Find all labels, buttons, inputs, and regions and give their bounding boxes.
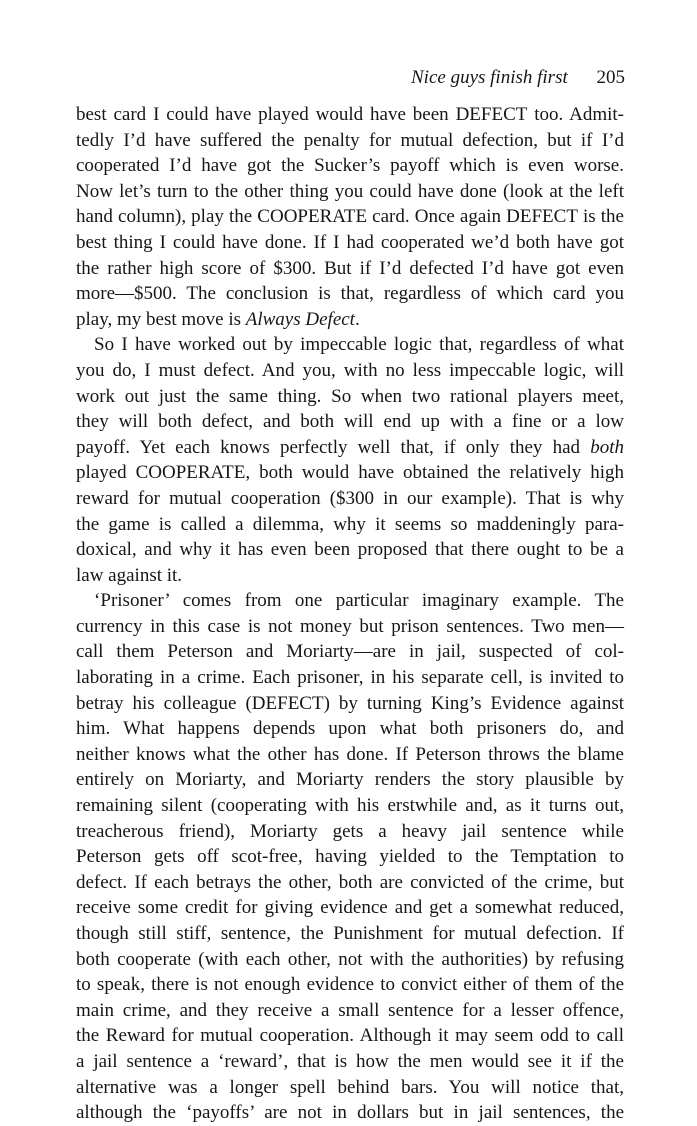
text-line <box>76 716 624 742</box>
text-run: entirely on Moriarty, and Moriarty renders the story plausible by <box>76 769 624 791</box>
text-run: ‘Prisoner’ comes from one particular imaginary example. The <box>94 590 624 612</box>
text-line <box>76 409 624 435</box>
text-line <box>76 998 624 1024</box>
text-line <box>76 384 624 410</box>
text-line <box>76 256 624 282</box>
text-run: treacherous friend), Moriarty gets a heavy jail sentence while <box>76 820 624 842</box>
text-run: neither knows what the other has done. If Peterson throws the blame <box>76 743 624 765</box>
text-run: reward for mutual cooperation ($300 in our example). That is why <box>76 487 624 509</box>
small-caps-term: DEFECT <box>506 206 578 228</box>
text-line <box>76 435 624 461</box>
text-run: work out just the same thing. So when two rational players meet, <box>76 385 624 407</box>
text-line <box>76 460 624 486</box>
text-line <box>76 921 624 947</box>
text-line <box>76 358 624 384</box>
text-run: played <box>76 462 136 484</box>
text-line <box>76 1075 624 1101</box>
body-text <box>76 102 624 1126</box>
text-run: to speak, there is not enough evidence to convict either of them of the <box>76 974 624 996</box>
text-line <box>76 486 624 512</box>
text-run: they will both defect, and both will end up with a fine or a low <box>76 411 624 433</box>
text-run: tedly I’d have suffered the penalty for mutual defection, but if I’d <box>76 129 624 151</box>
text-run: the rather high score of $300. But if I’d defected I’d have got even <box>76 257 624 279</box>
text-run: receive some credit for giving evidence and get a somewhat reduced, <box>76 897 624 919</box>
text-line <box>76 588 624 614</box>
text-run: doxical, and why it has even been proposed that there ought to be a <box>76 539 624 561</box>
text-line <box>76 819 624 845</box>
text-line <box>76 563 624 589</box>
text-line <box>76 844 624 870</box>
text-run: although the ‘payoffs’ are not in dollars but in jail sentences, the <box>76 1102 624 1124</box>
text-line <box>76 1023 624 1049</box>
text-line <box>76 153 624 179</box>
text-run: though still stiff, sentence, the Punishment for mutual defection. If <box>76 923 624 944</box>
text-run: a jail sentence a ‘reward’, that is how the men would see it if the <box>76 1050 624 1072</box>
text-line <box>76 972 624 998</box>
text-line <box>76 947 624 973</box>
running-head <box>411 66 625 90</box>
text-run: laborating in a crime. Each prisoner, in his separate cell, is invited to <box>76 667 624 689</box>
text-line <box>76 895 624 921</box>
text-run: is the <box>577 206 624 228</box>
italic-text: Always Defect <box>245 308 355 330</box>
paragraph <box>76 102 624 332</box>
small-caps-term: DEFECT <box>251 692 324 714</box>
text-run: Now let’s turn to the other thing you could have done (look at the left <box>76 180 624 202</box>
text-line <box>76 179 624 205</box>
text-line <box>76 537 624 563</box>
page-number: 205 <box>596 67 625 88</box>
text-run: best thing I could have done. If I had cooperated we’d both have got <box>76 231 624 253</box>
small-caps-term: COOPERATE <box>257 206 368 228</box>
text-run: , both would have obtained the relatively high <box>245 462 624 484</box>
text-run: too. Admit- <box>527 104 624 125</box>
text-run: payoff. Yet each knows perfectly well that, if only they had <box>76 436 591 458</box>
text-line <box>76 102 624 128</box>
text-line <box>76 1049 624 1075</box>
text-run: cooperated I’d have got the Sucker’s payoff which is even worse. <box>76 155 624 177</box>
text-run: play, my best move is <box>76 308 246 330</box>
text-line <box>76 793 624 819</box>
text-line <box>76 128 624 154</box>
text-line <box>76 639 624 665</box>
text-line <box>76 307 624 333</box>
text-line <box>76 870 624 896</box>
text-line <box>76 691 624 717</box>
text-run: alternative was a longer spell behind bars. You will notice that, <box>76 1076 624 1098</box>
text-run: hand column), play the <box>76 206 258 228</box>
text-run: betray his colleague ( <box>76 692 252 714</box>
running-head-title: Nice guys finish first <box>411 67 568 88</box>
text-run: currency in this case is not money but prison sentences. Two men— <box>76 615 624 637</box>
text-line <box>76 1100 624 1126</box>
text-line <box>76 230 624 256</box>
text-line <box>76 204 624 230</box>
text-line <box>76 512 624 538</box>
text-line <box>76 767 624 793</box>
text-line <box>76 332 624 358</box>
text-run: . <box>354 308 360 330</box>
text-run: defect. If each betrays the other, both are convicted of the crime, but <box>76 871 624 893</box>
small-caps-term: COOPERATE <box>135 462 246 484</box>
text-run: more—$500. The conclusion is that, regardless of which card you <box>76 283 624 305</box>
text-run: you do, I must defect. And you, with no less impeccable logic, will <box>76 359 624 381</box>
paragraph <box>76 332 624 588</box>
text-run: So I have worked out by impeccable logic that, regardless of what <box>94 334 624 356</box>
text-run: him. What happens depends upon what both prisoners do, and <box>76 718 624 740</box>
text-run: the Reward for mutual cooperation. Although it may seem odd to call <box>76 1025 624 1047</box>
text-run: card. Once again <box>367 206 507 228</box>
text-line <box>76 665 624 691</box>
text-line <box>76 742 624 768</box>
text-run: main crime, and they receive a small sentence for a lesser offence, <box>76 999 624 1021</box>
text-run: call them Peterson and Moriarty—are in jail, suspected of col- <box>76 641 624 663</box>
text-run: law against it. <box>76 564 183 586</box>
text-line <box>76 614 624 640</box>
text-run: ) by turning King’s Evidence against <box>323 692 625 714</box>
text-line <box>76 281 624 307</box>
text-run: Peterson gets off scot-free, having yielded to the Temptation to <box>76 846 624 868</box>
text-run: both cooperate (with each other, not with the authorities) by refusing <box>76 948 624 970</box>
small-caps-term: DEFECT <box>455 104 528 125</box>
paragraph <box>76 588 624 1125</box>
italic-text: both <box>590 436 624 458</box>
text-run: best card I could have played would have been <box>76 104 456 125</box>
text-run: remaining silent (cooperating with his erstwhile and, as it turns out, <box>76 795 624 817</box>
text-run: the game is called a dilemma, why it seems so maddeningly para- <box>76 513 624 535</box>
